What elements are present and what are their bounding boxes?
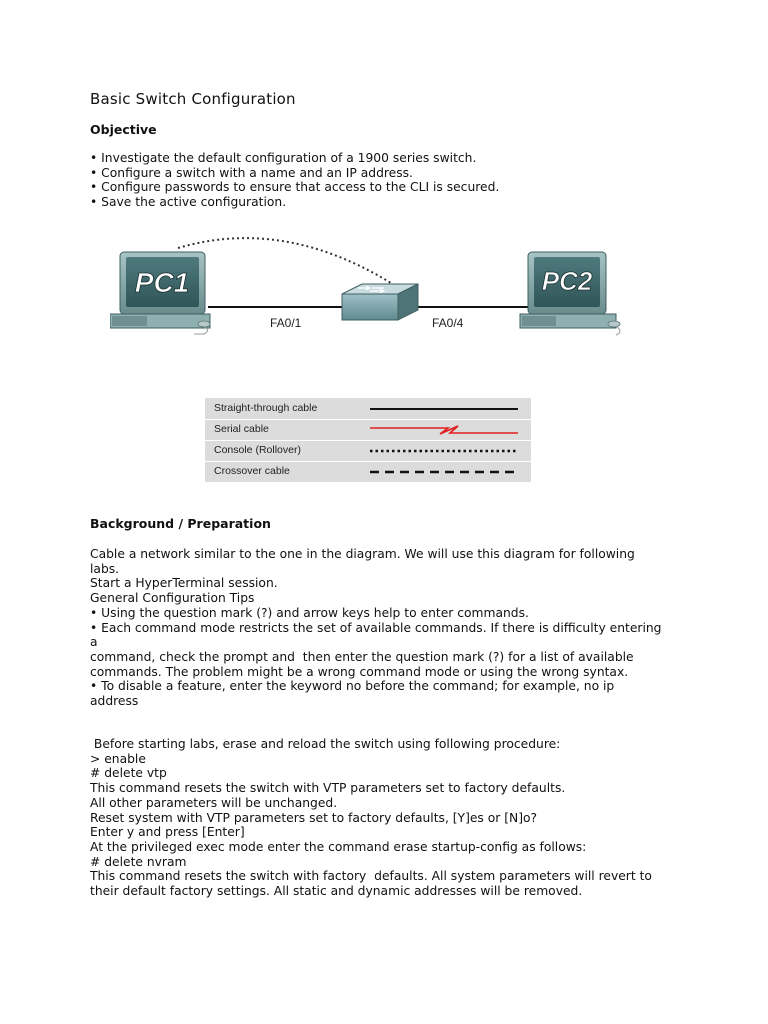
text-line: > enable bbox=[90, 751, 146, 766]
text-line: commands. The problem might be a wrong command mode or using the wrong syntax. bbox=[90, 664, 629, 679]
text-line: This command resets the switch with VTP parameters set to factory defaults. bbox=[90, 781, 566, 796]
legend-row-serial bbox=[205, 419, 531, 440]
text-line: All other parameters will be unchanged. bbox=[90, 795, 338, 810]
text-line: At the privileged exec mode enter the command erase startup-config as follows: bbox=[90, 839, 587, 854]
straight-line-sample bbox=[370, 398, 520, 419]
legend-row-crossover bbox=[205, 461, 531, 482]
objective-bullet: • Configure a switch with a name and an IP address. bbox=[90, 165, 413, 180]
text-line: Before starting labs, erase and reload the switch using following procedure: bbox=[90, 737, 561, 751]
text-line: Enter y and press [Enter] bbox=[90, 825, 245, 840]
text-line: address bbox=[90, 694, 139, 709]
text-line: labs. bbox=[90, 561, 120, 576]
switch-device bbox=[342, 284, 418, 320]
pc1-computer bbox=[110, 252, 210, 334]
legend-row-straight bbox=[205, 398, 531, 419]
text-line: their default factory settings. All static and dynamic addresses will be removed. bbox=[90, 884, 583, 899]
text-line: command, check the prompt and then enter the question mark (?) for a list of available bbox=[90, 649, 634, 664]
legend-label: Crossover cable bbox=[214, 465, 290, 477]
text-line: This command resets the switch with factory defaults. All system parameters will revert to bbox=[90, 869, 652, 884]
pc2-computer bbox=[520, 252, 620, 335]
text-line: # delete nvram bbox=[90, 854, 187, 869]
background-text bbox=[90, 547, 690, 709]
cable-legend bbox=[205, 398, 531, 482]
objective-bullet: • Configure passwords to ensure that access to the CLI is secured. bbox=[90, 180, 500, 195]
dashed-line-sample bbox=[370, 461, 520, 482]
pc1-label: PC1 bbox=[134, 267, 190, 298]
objective-bullet: • Investigate the default configuration of a 1900 series switch. bbox=[90, 151, 477, 165]
text-line: General Configuration Tips bbox=[90, 591, 255, 606]
dotted-line-sample bbox=[370, 440, 520, 461]
text-line: Start a HyperTerminal session. bbox=[90, 576, 278, 591]
legend-label: Console (Rollover) bbox=[214, 444, 301, 456]
background-heading: Background / Preparation bbox=[90, 516, 271, 531]
objective-bullet: • Save the active configuration. bbox=[90, 195, 287, 210]
serial-line-sample bbox=[370, 419, 520, 440]
text-line: # delete vtp bbox=[90, 766, 167, 781]
procedure-text bbox=[90, 737, 690, 899]
text-line: • Using the question mark (?) and arrow keys help to enter commands. bbox=[90, 605, 529, 620]
text-line: • Each command mode restricts the set of available commands. If there is difficulty entering bbox=[90, 620, 662, 635]
port-label-left: FA0/1 bbox=[270, 316, 302, 330]
text-line: Reset system with VTP parameters set to factory defaults, [Y]es or [N]o? bbox=[90, 810, 538, 825]
page-title: Basic Switch Configuration bbox=[90, 90, 296, 108]
objective-list bbox=[90, 151, 690, 210]
text-line: • To disable a feature, enter the keyword no before the command; for example, no ip bbox=[90, 679, 615, 694]
port-label-right: FA0/4 bbox=[432, 316, 464, 330]
legend-label: Straight-through cable bbox=[214, 402, 318, 414]
text-line: a bbox=[90, 635, 98, 650]
objective-heading: Objective bbox=[90, 122, 157, 137]
legend-row-console bbox=[205, 440, 531, 461]
pc2-label: PC2 bbox=[541, 266, 593, 296]
legend-label: Serial cable bbox=[214, 423, 269, 435]
text-line: Cable a network similar to the one in the diagram. We will use this diagram for following bbox=[90, 547, 635, 561]
topology-diagram bbox=[110, 230, 640, 350]
